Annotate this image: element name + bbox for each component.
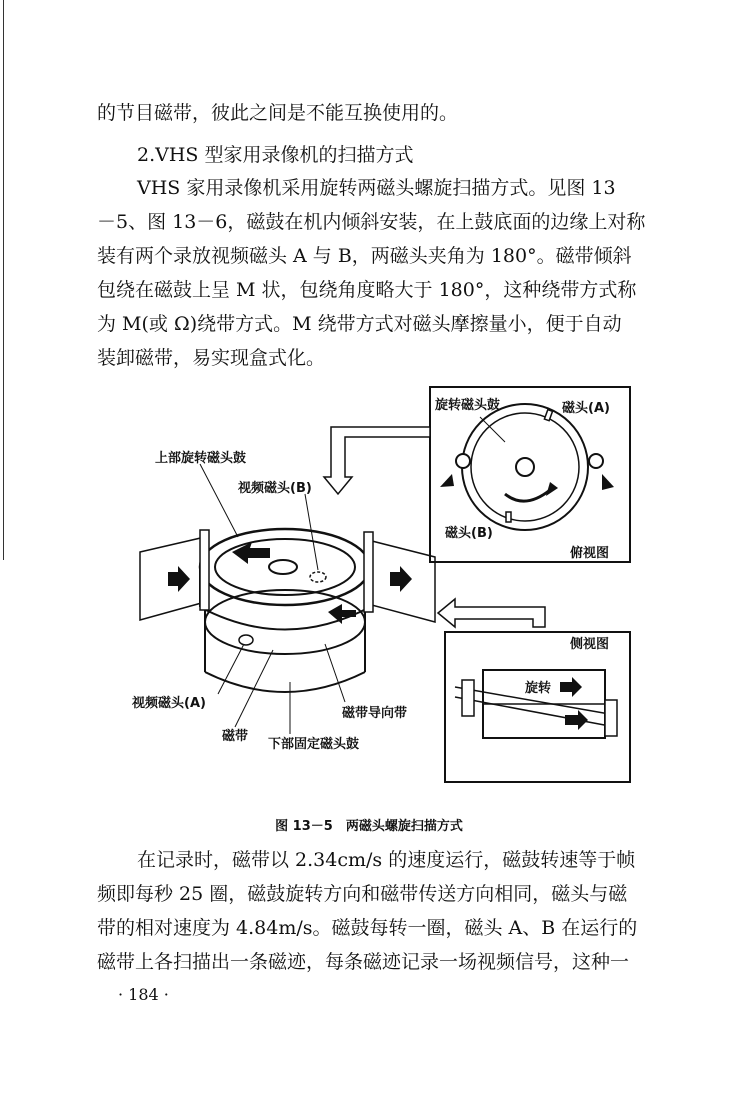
top-view-left-guide [456,454,470,468]
paragraph-3-line-4: 磁带上各扫描出一条磁迹，每条磁迹记录一场视频信号，这种一 [97,951,630,973]
arrow-to-top-view [324,427,430,494]
tape-label: 磁带 [222,729,249,744]
upper-drum-label: 上部旋转磁头鼓 [155,451,247,466]
video-head-b-mark [310,572,326,582]
top-view-spindle [516,458,534,476]
section-heading: 2.VHS 型家用录像机的扫描方式 [137,144,414,166]
guide-band-label: 磁带导向带 [342,706,408,721]
paragraph-1 [97,96,687,130]
upper-drum-spindle [269,560,297,574]
left-guide-post [200,530,209,610]
paragraph-3-line-3: 带的相对速度为 4.84m/s。磁鼓每转一圈，磁头 A、B 在运行的 [97,917,638,939]
paragraph-1-line-1: 的节目磁带，彼此之间是不能互换使用的。 [97,102,459,124]
top-view-rotation-arrowhead [546,482,558,496]
top-view-rotation-arrow [505,490,550,501]
side-view-left-guide [462,680,474,716]
paragraph-2-line-1: VHS 家用录像机采用旋转两磁头螺旋扫描方式。见图 13 [137,177,616,199]
guide-band-leader [325,644,345,702]
tape-out-arrow [390,566,412,592]
upper-drum-leader [200,464,238,537]
top-view-tape-in-arrow [440,474,454,487]
paragraph-2 [97,171,687,375]
tape-leader [235,650,273,727]
top-view-drum-leader [480,417,505,442]
paragraph-3-line-1: 在记录时，磁带以 2.34cm/s 的速度运行，磁鼓转速等于帧 [137,849,636,871]
top-view-head-b-label: 磁头(B) [445,526,493,541]
top-view-caption: 俯视图 [570,546,610,561]
tape-in-arrow [168,566,190,592]
right-guide-post [364,532,373,612]
paragraph-2-line-2: －5、图 13－6，磁鼓在机内倾斜安装，在上鼓底面的边缘上对称 [97,211,646,233]
side-view-right-guide [605,700,617,736]
top-view-right-guide [589,454,603,468]
figure-drawing [120,382,640,802]
lower-drum-label: 下部固定磁头鼓 [268,737,360,752]
paragraph-2-line-4: 包绕在磁鼓上呈 M 状，包绕角度略大于 180°，这种绕带方式称 [97,279,637,301]
figure-13-5 [120,382,640,802]
page-number: · 184 · [118,985,169,1004]
paragraph-3 [97,843,687,979]
top-view-drum-label: 旋转磁头鼓 [435,398,501,413]
figure-caption: 图 13－5 两磁头螺旋扫描方式 [275,819,463,834]
top-view-tape-wrap [471,413,579,521]
paragraph-2-line-5: 为 M(或 Ω)绕带方式。M 绕带方式对磁头摩擦量小，便于自动 [97,313,622,335]
paragraph-2-line-6: 装卸磁带，易实现盒式化。 [97,347,326,369]
video-head-a-mark [239,635,253,645]
top-view-drum [462,404,588,530]
side-view-rotation-label: 旋转 [525,681,552,696]
paragraph-2-line-3: 装有两个录放视频磁头 A 与 B，两磁头夹角为 180°。磁带倾斜 [97,245,632,267]
arrow-to-side-view [438,599,545,627]
tape-direction-arrow [328,604,356,624]
page-edge-line [3,0,4,560]
side-view-caption: 侧视图 [570,637,610,652]
video-head-a-label: 视频磁头(A) [132,696,206,711]
top-view-head-a-label: 磁头(A) [562,401,610,416]
top-view-tape-out-arrow [602,474,614,490]
video-head-b-label: 视频磁头(B) [238,481,312,496]
paragraph-3-line-2: 频即每秒 25 圈，磁鼓旋转方向和磁带传送方向相同，磁头与磁 [97,883,628,905]
top-view-head-b [506,512,511,522]
